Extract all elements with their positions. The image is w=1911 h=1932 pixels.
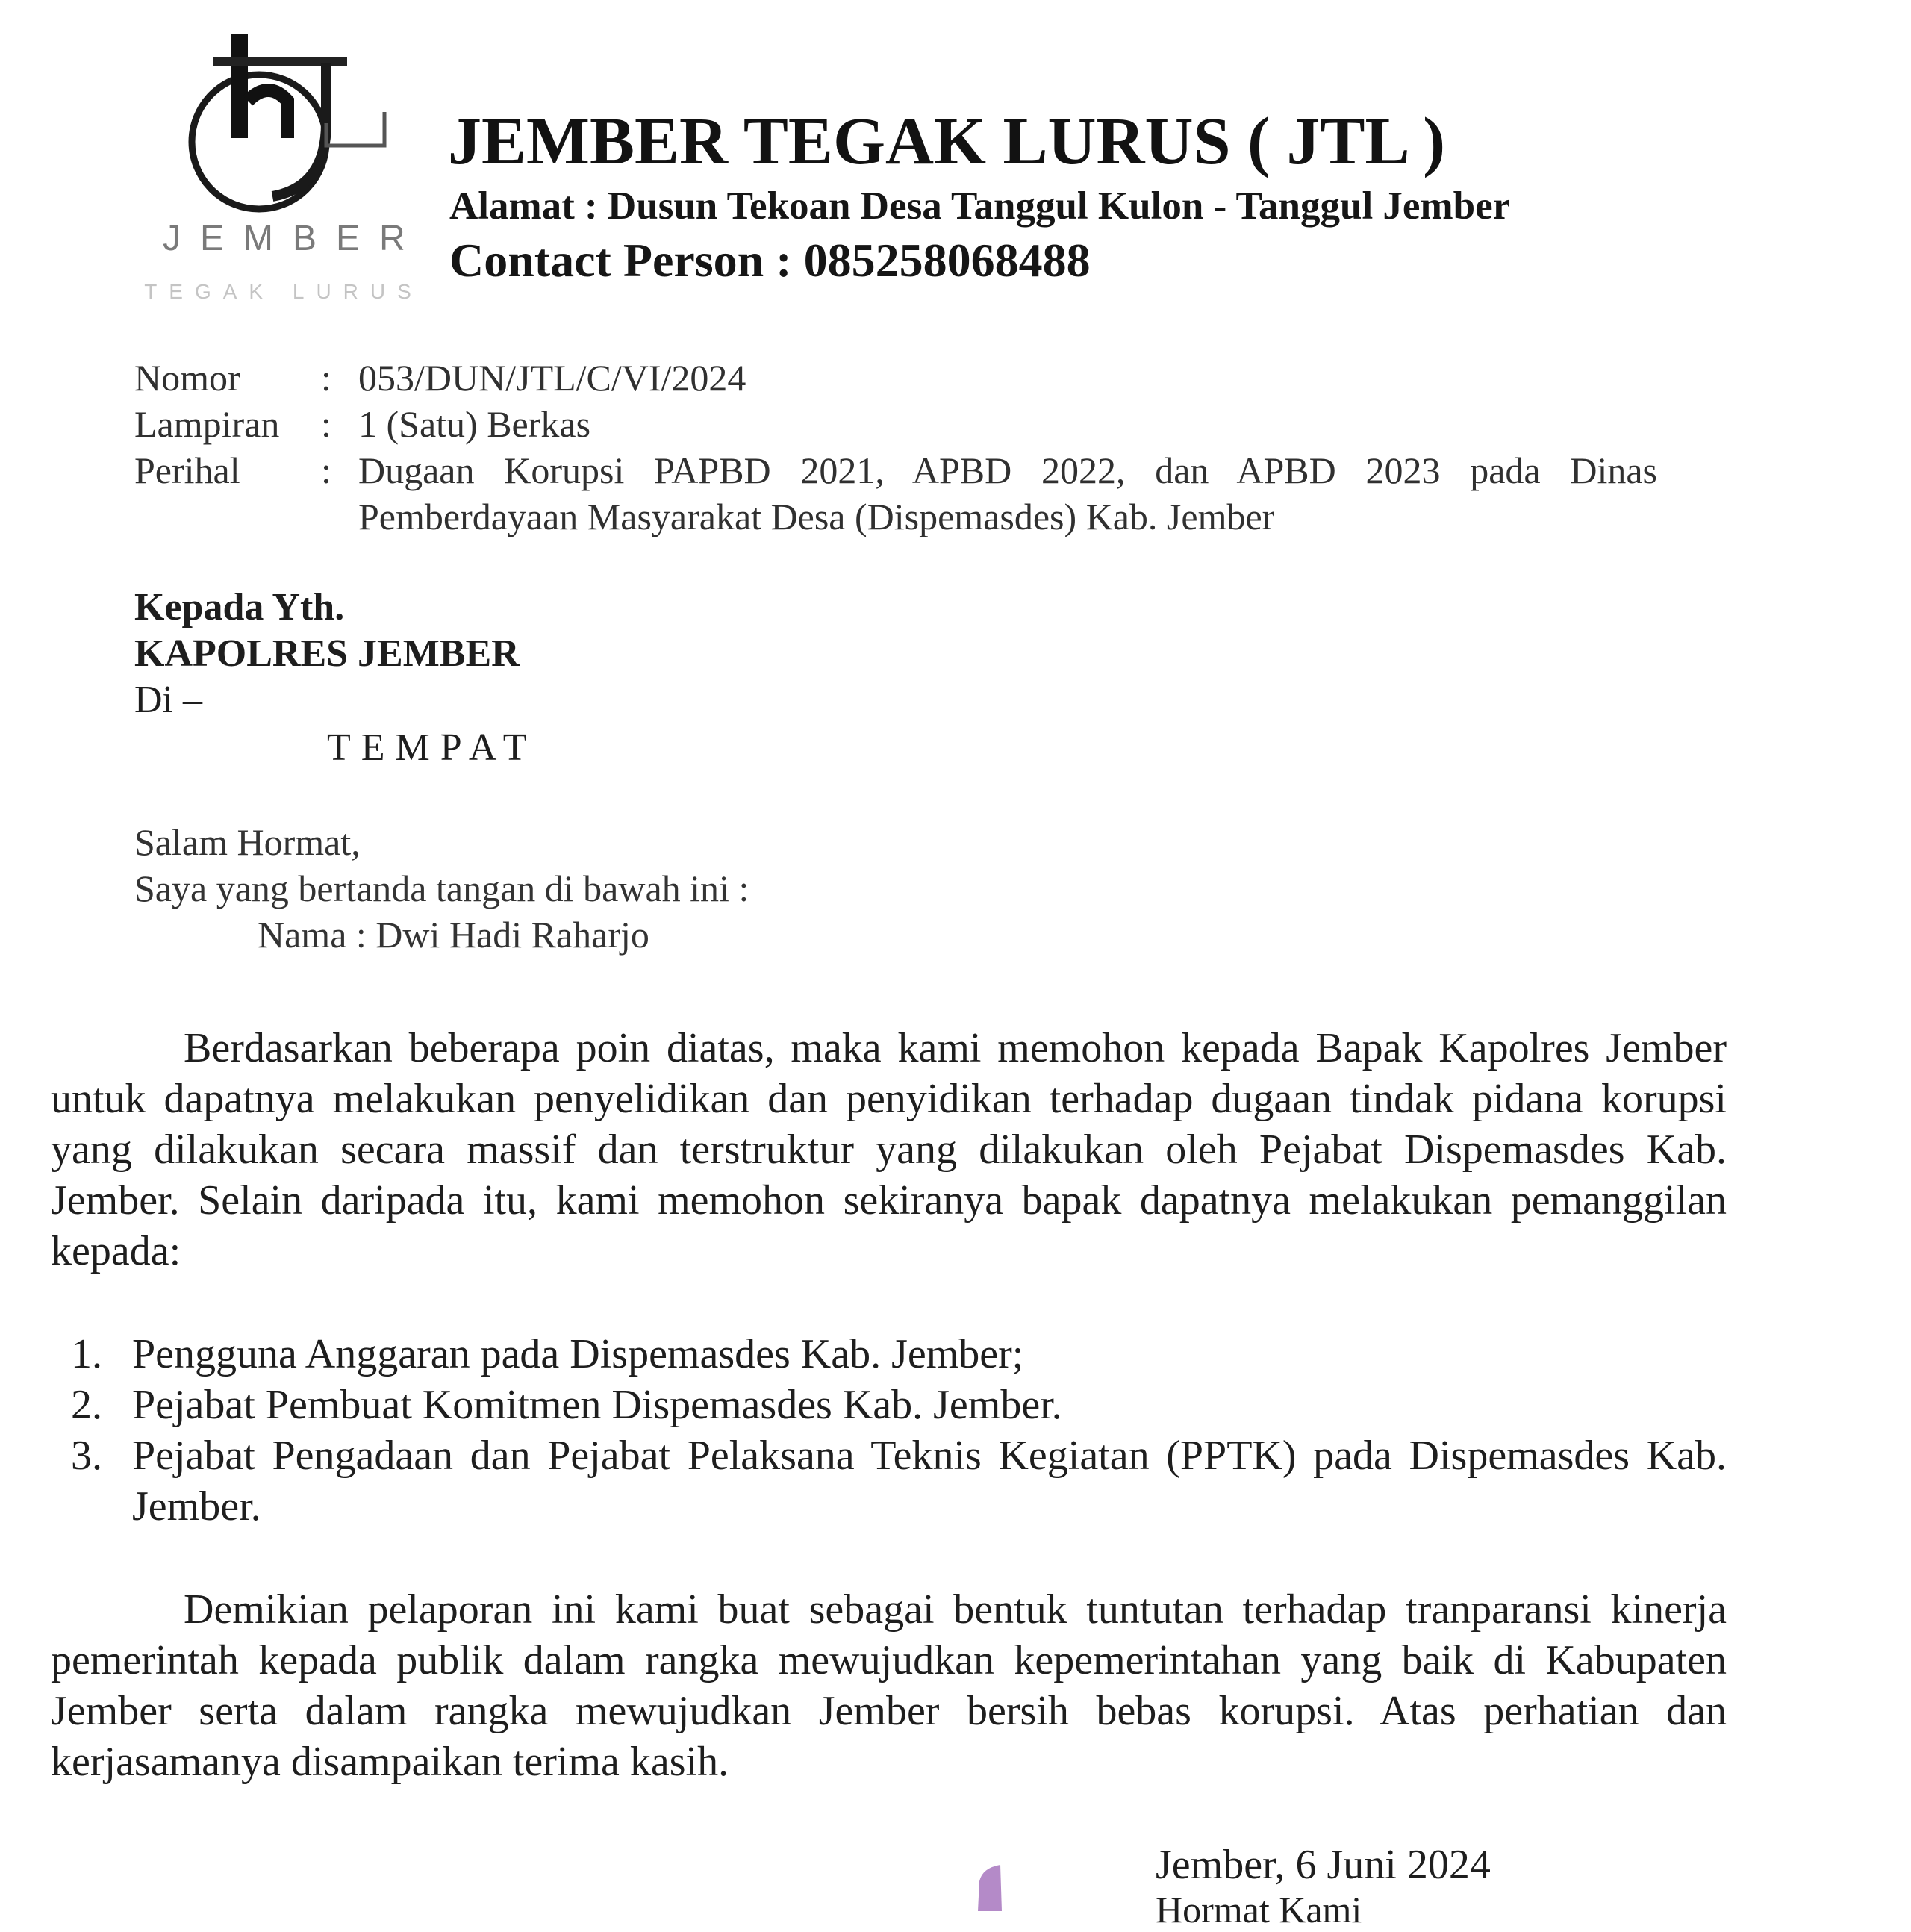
greeting-block [134,819,749,958]
organization-address: Alamat : Dusun Tekoan Desa Tanggul Kulon - Tanggul Jember [449,184,1511,228]
list-item [71,1329,1727,1380]
meta-label: Lampiran [134,403,280,445]
list-item-number: 3. [71,1433,102,1479]
letter-meta [134,355,1657,540]
meta-label: Nomor [134,357,240,399]
list-item [71,1380,1727,1430]
addressee-di: Di – [134,679,202,721]
meta-label: Perihal [134,449,240,491]
meta-row-nomor [134,355,1657,401]
list-item-text: Pejabat Pembuat Komitmen Dispemasdes Kab. Jember. [132,1382,1062,1428]
letter-number: 053/DUN/JTL/C/VI/2024 [358,357,746,399]
signature-place-date: Jember, 6 Juni 2024 [1156,1842,1491,1888]
organization-name: JEMBER TEGAK LURUS ( JTL ) [448,105,1446,178]
list-item-number: 2. [71,1382,102,1428]
meta-colon: : [321,403,331,445]
list-item [71,1430,1727,1532]
list-item-number: 1. [71,1331,102,1377]
addressee-salutation: Kepada Yth. [134,586,345,629]
meta-colon: : [321,357,331,399]
stamp-fragment-icon [972,1865,1003,1911]
meta-row-lampiran [134,401,1657,447]
addressee-place: TEMPAT [327,726,537,769]
signer-name-value: : Dwi Hadi Raharjo [355,914,649,956]
list-item-text: Pengguna Anggaran pada Dispemasdes Kab. Jember; [132,1331,1024,1377]
logo-subtitle: TEGAK LURUS [144,280,423,303]
letter-subject: Dugaan Korupsi PAPBD 2021, APBD 2022, dan APBD 2023 pada Dinas Pemberdayaan Masyarakat Desa (Dispemasdes) Kab. Jember [358,449,1657,537]
body-paragraph-request: Berdasarkan beberapa poin diatas, maka kami memohon kepada Bapak Kapolres Jember untuk dapatnya melakukan penyelidikan dan penyidikan terhadap dugaan tindak pidana korupsi yang dilakukan secara massif dan terstruktur yang dilakukan oleh Pejabat Dispemasdes Kab. Jember. Selain daripada itu, kami memohon sekiranya bapak dapatnya melakukan pemanggilan kepada: [51,1025,1727,1274]
greeting-salutation: Salam Hormat, [134,821,361,863]
organization-contact: Contact Person : 085258068488 [449,234,1091,287]
summons-list [71,1329,1727,1532]
jtl-logo [131,19,444,317]
signer-name-line [134,912,749,958]
addressee-block [134,585,537,771]
signature-closing: Hormat Kami [1156,1889,1362,1931]
attachment-count: 1 (Satu) Berkas [358,403,591,445]
body-paragraph-closing: Demikian pelaporan ini kami buat sebagai bentuk tuntutan terhadap tranparansi kinerja pemerintah kepada publik dalam rangka mewujudkan kepemerintahan yang baik di Kabupaten Jember serta dalam rangka mewujudkan Jember bersih bebas korupsi. Atas perhatian dan kerjasamanya disampaikan terima kasih. [51,1586,1727,1785]
addressee-recipient: KAPOLRES JEMBER [134,632,520,675]
greeting-intro: Saya yang bertanda tangan di bawah ini : [134,867,749,909]
signer-name-label: Nama [258,914,347,956]
meta-colon: : [321,449,331,491]
list-item-text: Pejabat Pengadaan dan Pejabat Pelaksana Teknis Kegiatan (PPTK) pada Dispemasdes Kab. Jember. [132,1433,1727,1530]
logo-wordmark: JEMBER [163,219,425,258]
meta-row-perihal [134,447,1657,540]
